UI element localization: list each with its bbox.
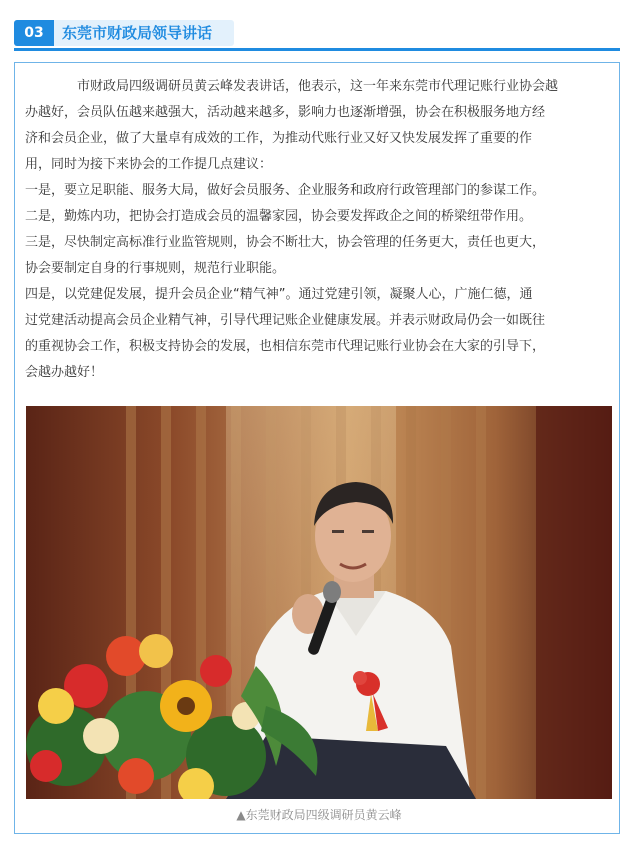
article-line: 办越好，会员队伍越来越强大，活动越来越多，影响力也逐渐增强，协会在积极服务地方经 <box>25 105 546 120</box>
article-line: 的重视协会工作，积极支持协会的发展，也相信东莞市代理记账行业协会在大家的引导下， <box>25 339 546 354</box>
article-line: 会越办越好！ <box>25 365 104 380</box>
section-header <box>14 20 620 52</box>
article-line: 三是，尽快制定高标准行业监管规则，协会不断壮大，协会管理的任务更大，责任也更大， <box>25 235 546 250</box>
article-line: 过党建活动提高会员企业精气神，引导代理记账企业健康发展。并表示财政局仍会一如既往 <box>25 313 546 328</box>
section-title: 东莞市财政局领导讲话 <box>62 24 213 42</box>
section-divider <box>14 48 620 51</box>
article-line: 用，同时为接下来协会的工作提几点建议： <box>25 157 273 172</box>
speaker-photo <box>26 406 612 799</box>
article-body <box>25 74 611 386</box>
speaker-photo-illustration <box>26 406 612 799</box>
article-line: 市财政局四级调研员黄云峰发表讲话，他表示，这一年来东莞市代理记账行业协会越 <box>77 79 559 94</box>
section-number-badge: 03 <box>14 20 54 46</box>
article-line: 一是，要立足职能、服务大局，做好会员服务、企业服务和政府行政管理部门的参谋工作。 <box>25 183 546 198</box>
article-line: 二是，勤炼内功，把协会打造成会员的温馨家园，协会要发挥政企之间的桥梁纽带作用。 <box>25 209 533 224</box>
article-line: 济和会员企业，做了大量卓有成效的工作，为推动代账行业又好又快发展发挥了重要的作 <box>25 131 533 146</box>
photo-caption: ▲东莞财政局四级调研员黄云峰 <box>236 808 402 822</box>
article-line: 协会要制定自身的行事规则，规范行业职能。 <box>25 261 286 276</box>
article-line: 四是，以党建促发展，提升会员企业“精气神”。通过党建引领，凝聚人心，广施仁德，通 <box>25 287 533 302</box>
